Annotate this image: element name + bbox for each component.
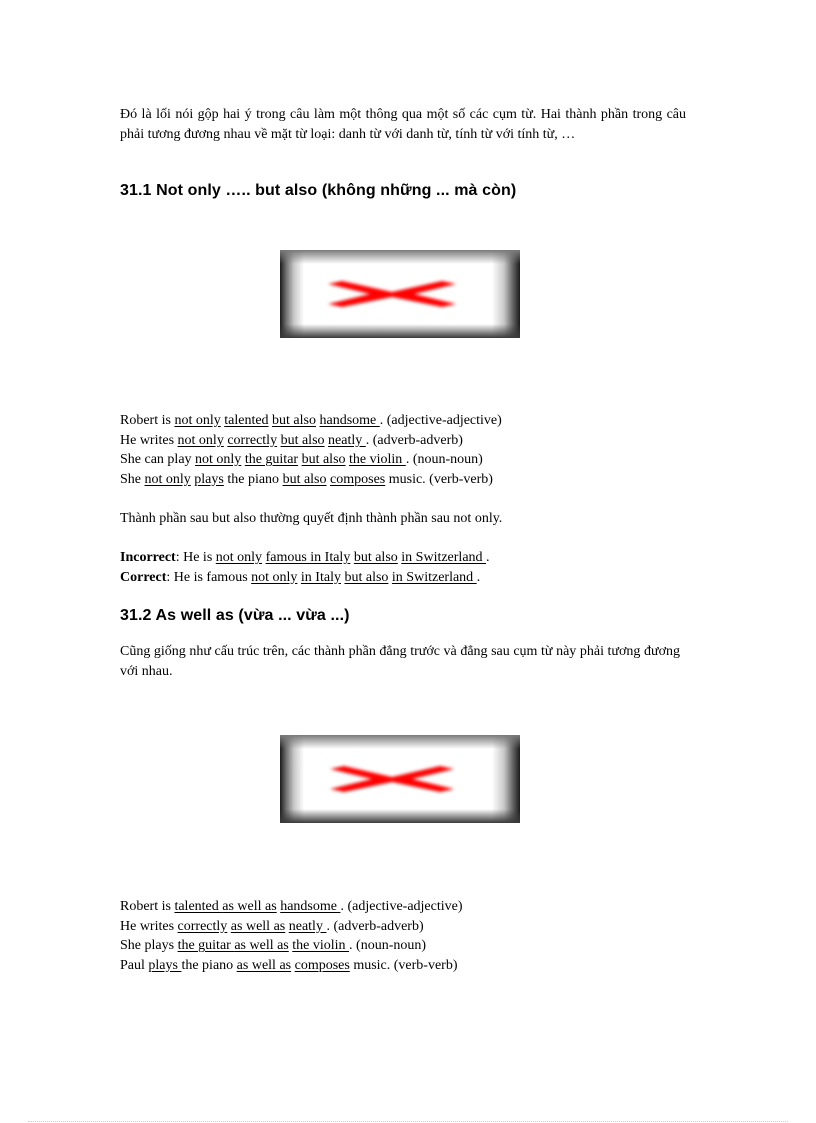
section-heading-as-well-as: 31.2 As well as (vừa ... vừa ...) (120, 607, 350, 624)
example-line: Robert is talented as well as handsome . (adjective-adjective) (120, 899, 463, 914)
examples-not-only (120, 411, 502, 489)
broken-image-icon (280, 250, 520, 338)
note-text: Thành phần sau but also thường quyết định thành phần sau not only. (120, 511, 503, 526)
example-line: She plays the guitar as well as the violin . (noun-noun) (120, 938, 427, 953)
example-line: She can play not only the guitar but also the violin . (noun-noun) (120, 452, 483, 467)
broken-image-icon (280, 735, 520, 823)
example-line: He writes not only correctly but also neatly . (adverb-adverb) (120, 432, 463, 448)
section-heading-not-only: 31.1 Not only ….. but also (không những ... mà còn) (120, 182, 517, 199)
intro-paragraph: Đó là lối nói gộp hai ý trong câu làm một thông qua một số các cụm từ. Hai thành phần trong câu phải tương đương nhau về mặt từ loại: danh từ với danh từ, tính từ với tính từ, … (120, 107, 686, 142)
example-line: Robert is not only talented but also handsome . (adjective-adjective) (120, 413, 502, 428)
incorrect-example: Incorrect: He is not only famous in Italy but also in Switzerland . (120, 550, 490, 565)
correct-incorrect-examples (120, 548, 490, 587)
broken-image-placeholder (280, 735, 520, 823)
section2-intro-paragraph: Cũng giống như cấu trúc trên, các thành phần đẳng trước và đẳng sau cụm từ này phải tương đương với nhau. (120, 644, 680, 679)
example-line: Paul plays the piano as well as composes music. (verb-verb) (120, 957, 458, 973)
broken-image-placeholder (280, 250, 520, 338)
correct-example: Correct: He is famous not only in Italy but also in Switzerland . (120, 569, 481, 585)
example-line: He writes correctly as well as neatly . (adverb-adverb) (120, 918, 424, 934)
note-paragraph (120, 509, 502, 529)
examples-as-well-as (120, 897, 463, 975)
example-line: She not only plays the piano but also composes music. (verb-verb) (120, 471, 493, 487)
page-bottom-rule (28, 1121, 788, 1122)
